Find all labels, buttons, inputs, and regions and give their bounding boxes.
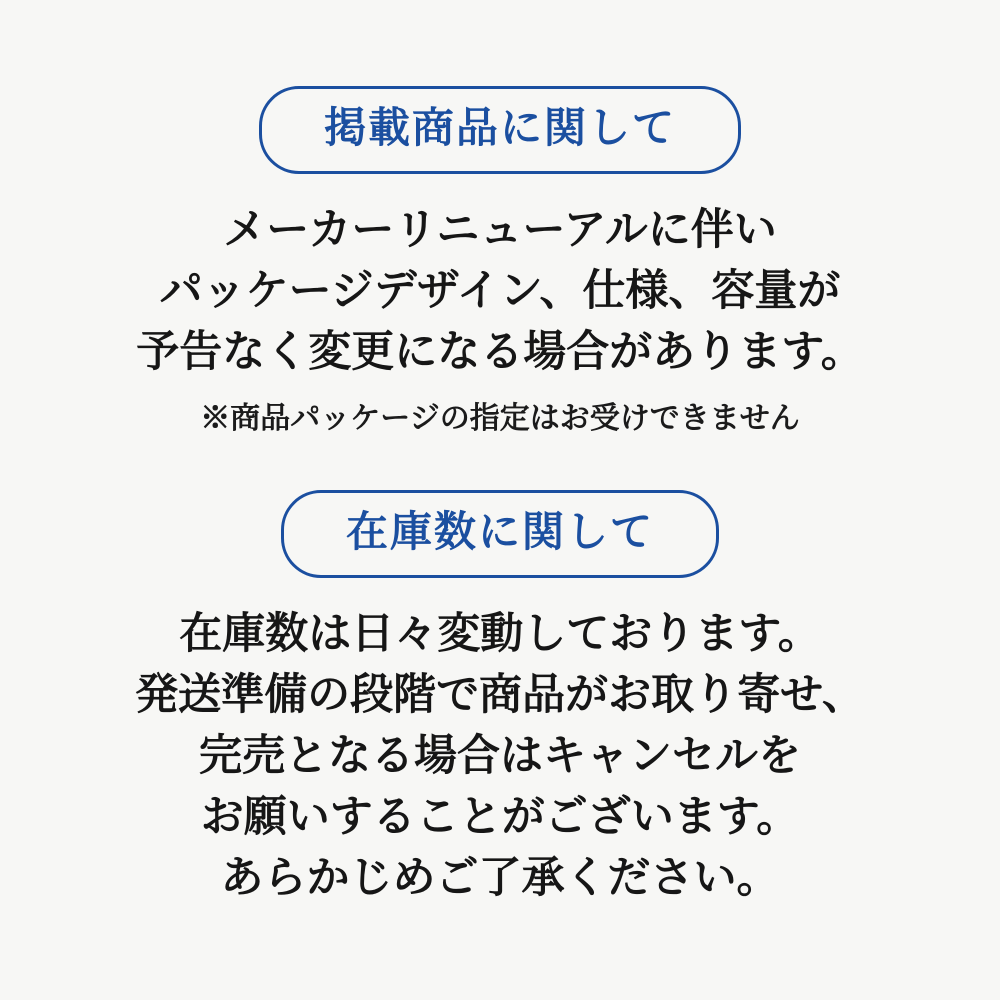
body-line: 予告なく変更になる場合があります。 xyxy=(136,328,864,377)
body-line: メーカーリニューアルに伴い xyxy=(223,206,777,254)
section-body-stock xyxy=(135,604,865,909)
body-line: 在庫数は日々変動しております。 xyxy=(179,610,821,659)
body-line: パッケージデザイン、仕様、容量が xyxy=(159,267,841,316)
note-line: ※商品パッケージの指定はお受けできません xyxy=(200,402,800,436)
section-note-product-listing xyxy=(200,399,799,438)
body-line: あらかじめご了承ください。 xyxy=(220,854,780,903)
section-heading-stock: 在庫数に関して xyxy=(281,490,719,578)
body-line: 発送準備の段階で商品がお取り寄せ、 xyxy=(135,671,865,720)
section-product-listing xyxy=(0,86,1000,438)
body-line: お願いすることがございます。 xyxy=(200,793,800,842)
section-body-product-listing xyxy=(136,200,864,383)
section-heading-product-listing: 掲載商品に関して xyxy=(259,86,741,174)
section-stock xyxy=(0,490,1000,909)
body-line: 完売となる場合はキャンセルを xyxy=(199,732,801,781)
